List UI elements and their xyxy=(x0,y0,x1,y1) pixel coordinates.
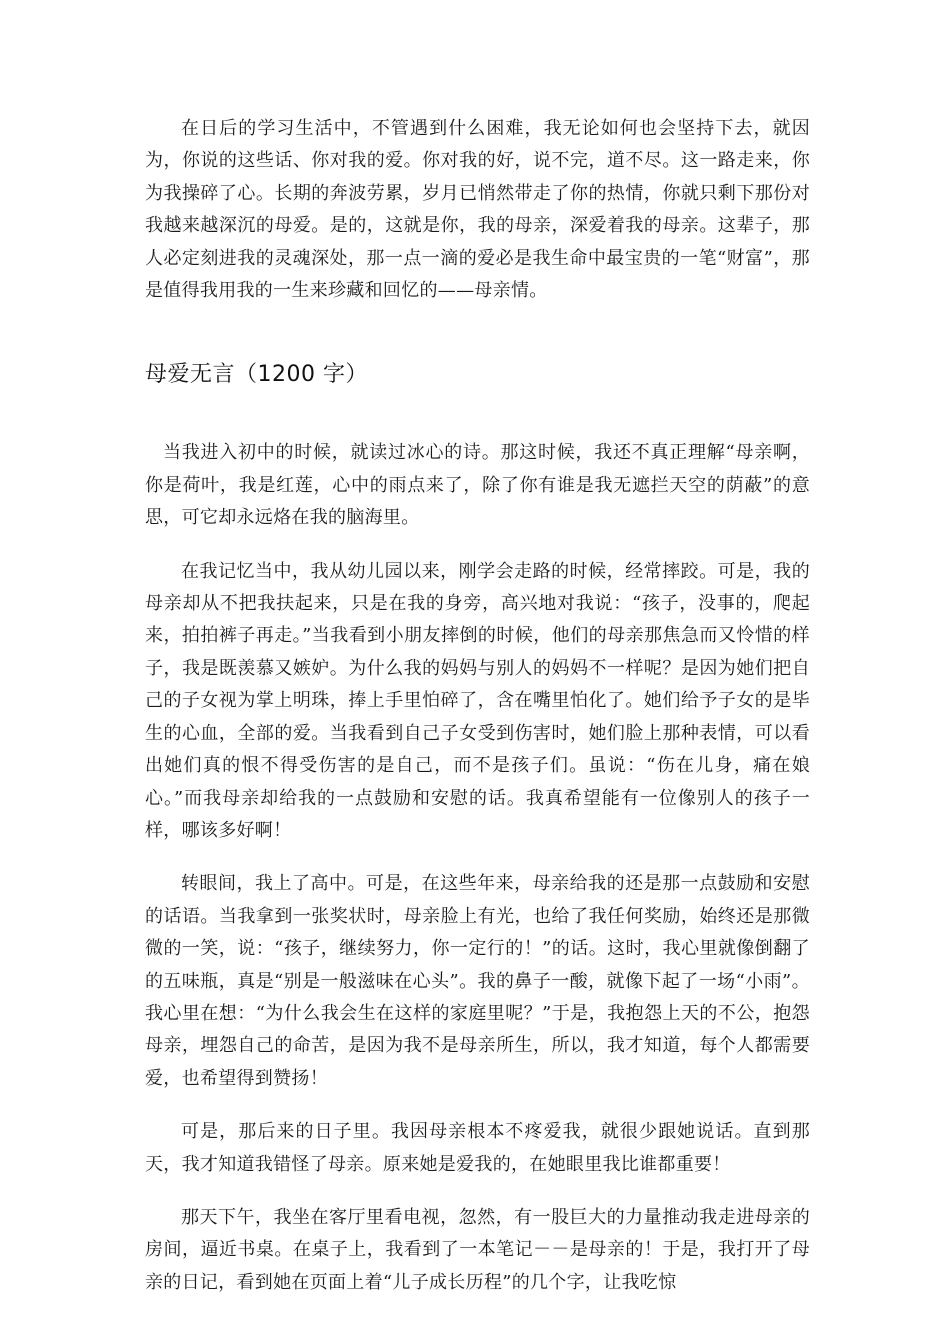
page-content xyxy=(145,113,810,1299)
paragraph-gap xyxy=(145,535,810,556)
article-title: 母爱无言（1200 字） xyxy=(145,362,368,388)
paragraph-2: 在我记忆当中，我从幼儿园以来，刚学会走路的时候，经常摔跤。可是，我的母亲却从不把我扶起来，只是在我的身旁，高兴地对我说：“孩子，没事的，爬起来，拍拍裤子再走。”当我看到小朋友摔倒的时候，他们的母亲那焦急而又怜惜的样子，我是既羡慕又嫉妒。为什么我的妈妈与别人的妈妈不一样呢？是因为她们把自己的子女视为掌上明珠，捧上手里怕碎了，含在嘴里怕化了。她们给予子女的是毕生的心血，全部的爱。当我看到自己子女受到伤害时，她们脸上那种表情，可以看出她们真的恨不得受伤害的是自己，而不是孩子们。虽说：“伤在儿身，痛在娘心。”而我母亲却给我的一点鼓励和安慰的话。我真希望能有一位像别人的孩子一样，哪该多好啊！ xyxy=(145,560,810,841)
paragraph-4: 可是，那后来的日子里。我因母亲根本不疼爱我，就很少跟她说话。直到那天，我才知道我错怪了母亲。原来她是爱我的，在她眼里我比谁都重要！ xyxy=(145,1121,810,1175)
paragraph-5: 那天下午，我坐在客厅里看电视，忽然，有一股巨大的力量推动我走进母亲的房间，逼近书桌。在桌子上，我看到了一本笔记－－是母亲的！于是，我打开了母亲的日记，看到她在页面上着“儿子成长历程”的几个字，让我吃惊 xyxy=(145,1206,810,1293)
paragraph-gap xyxy=(145,1181,810,1202)
paragraph-1: 当我进入初中的时候，就读过冰心的诗。那这时候，我还不真正理解“母亲啊，你是荷叶，我是红莲，心中的雨点来了，除了你有谁是我无遮拦天空的荫蔽”的意思，可它却永远烙在我的脑海里。 xyxy=(145,442,810,529)
paragraph-gap xyxy=(145,1095,810,1116)
paragraph-gap xyxy=(145,847,810,868)
paragraph-3: 转眼间，我上了高中。可是，在这些年来，母亲给我的还是那一点鼓励和安慰的话语。当我拿到一张奖状时，母亲脸上有光，也给了我任何奖励，始终还是那微微的一笑，说：“孩子，继续努力，你一定行的！”的话。这时，我心里就像倒翻了的五味瓶，真是“别是一般滋味在心头”。我的鼻子一酸，就像下起了一场“小雨”。我心里在想：“为什么我会生在这样的家庭里呢？”于是，我抱怨上天的不公，抱怨母亲，埋怨自己的命苦，是因为我不是母亲所生，所以，我才知道，每个人都需要爱，也希望得到赞扬！ xyxy=(145,873,810,1089)
paragraph-previous-article-ending: 在日后的学习生活中，不管遇到什么困难，我无论如何也会坚持下去，就因为，你说的这些话、你对我的爱。你对我的好，说不完，道不尽。这一路走来，你为我操碎了心。长期的奔波劳累，岁月已悄然带走了你的热情，你就只剩下那份对我越来越深沉的母爱。是的，这就是你，我的母亲，深爱着我的母亲。这辈子，那人必定刻进我的灵魂深处，那一点一滴的爱必是我生命中最宝贵的一笔“财富”，那是值得我用我的一生来珍藏和回忆的——母亲情。 xyxy=(145,118,810,302)
